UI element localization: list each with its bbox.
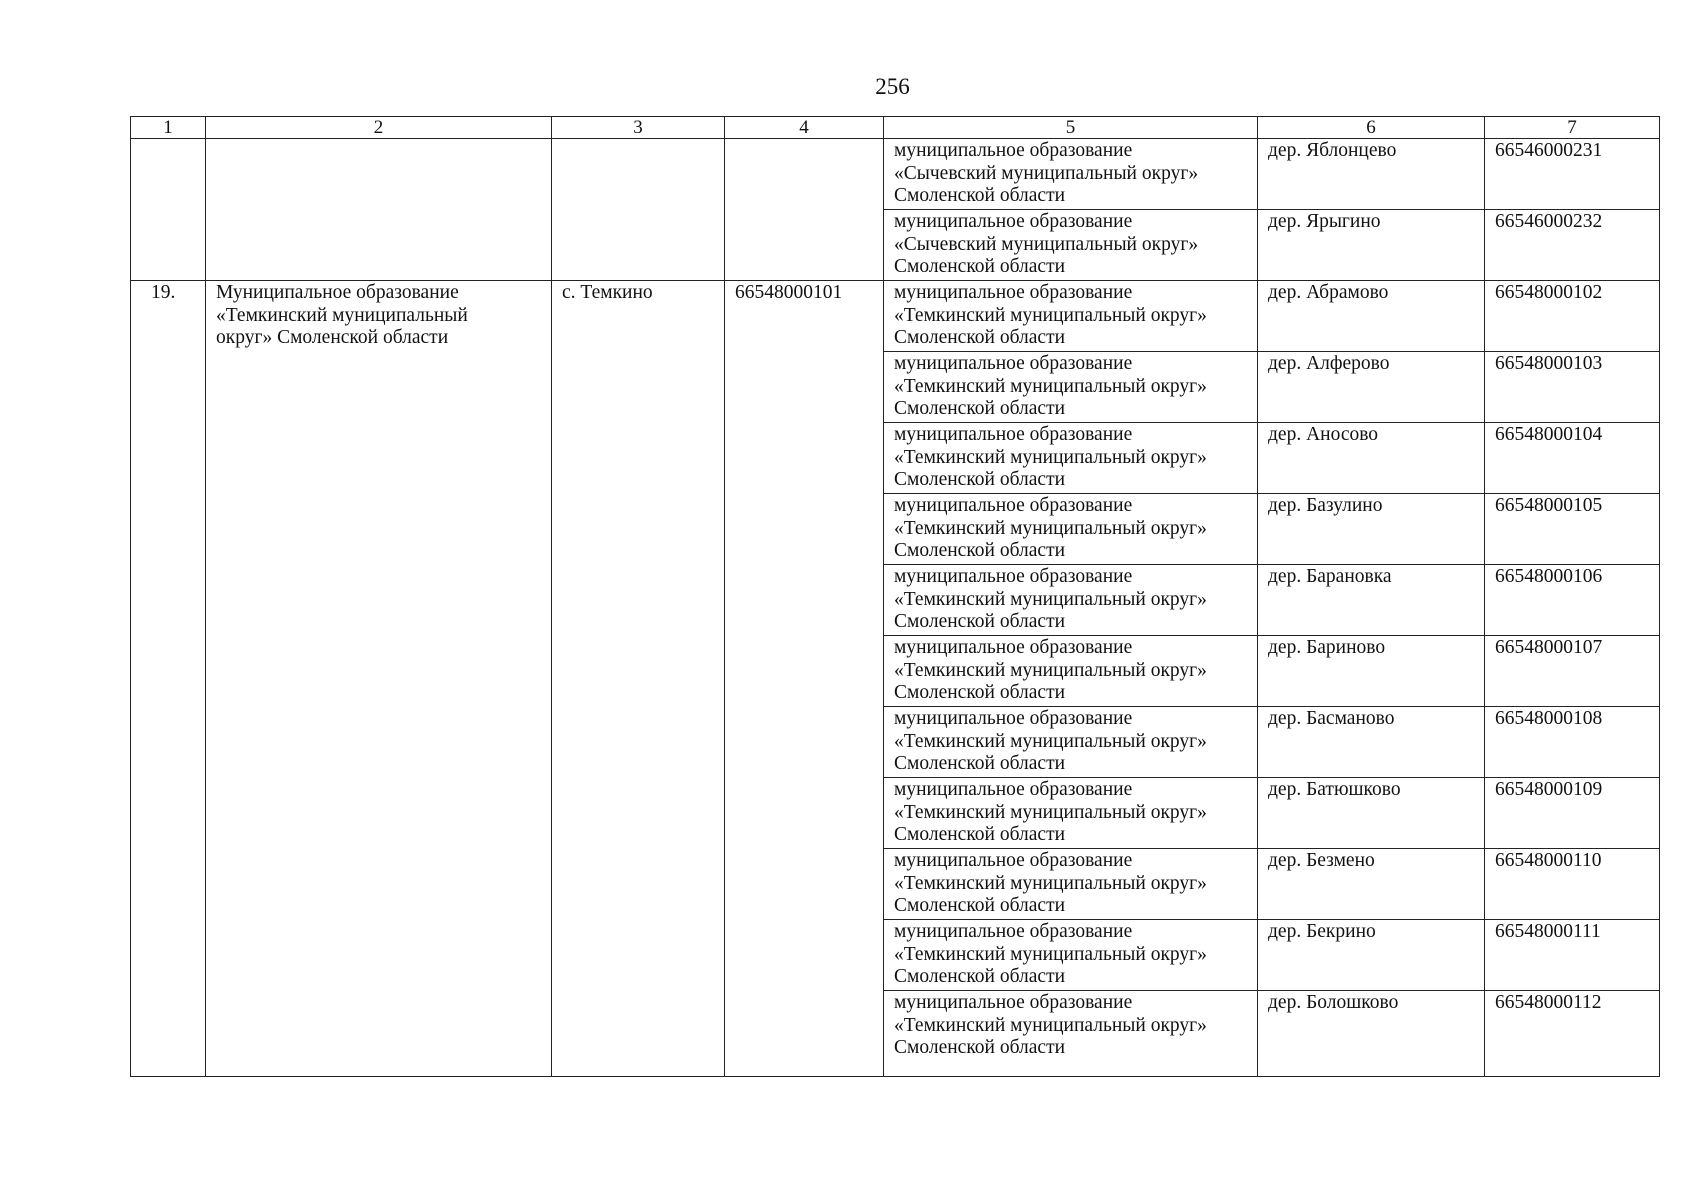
settlement-municipality-line: муниципальное образование <box>894 992 1133 1013</box>
settlement-name-cell <box>1258 565 1485 636</box>
center-name: с. Темкино <box>562 282 653 303</box>
settlement-code: 66548000104 <box>1495 424 1603 445</box>
settlement-municipality-line: «Темкинский муниципальный округ» <box>894 1014 1207 1036</box>
settlement-municipality-line: Смоленской области <box>894 185 1066 207</box>
settlement-municipality-line: «Сычевский муниципальный округ» <box>894 162 1199 184</box>
municipality-cell <box>206 139 552 281</box>
column-header: 7 <box>1485 117 1660 139</box>
settlement-code-cell <box>1485 139 1660 210</box>
settlement-name-cell <box>1258 920 1485 991</box>
settlement-municipality-line: муниципальное образование <box>894 566 1133 587</box>
settlement-name-cell <box>1258 423 1485 494</box>
settlement-municipality-cell <box>884 281 1258 352</box>
settlement-municipality-line: Смоленской области <box>894 682 1066 704</box>
column-header: 2 <box>206 117 552 139</box>
settlement-code-cell <box>1485 707 1660 778</box>
settlement-municipality-line: муниципальное образование <box>894 424 1133 445</box>
settlement-code: 66546000232 <box>1495 211 1603 232</box>
settlement-code-cell <box>1485 565 1660 636</box>
settlement-code-cell <box>1485 991 1660 1077</box>
settlement-code-cell <box>1485 778 1660 849</box>
settlement-name: дер. Барановка <box>1268 566 1392 587</box>
settlement-name-cell <box>1258 210 1485 281</box>
settlement-name: дер. Батюшково <box>1268 779 1401 800</box>
table-body <box>131 139 1660 1077</box>
settlement-code: 66548000106 <box>1495 566 1603 587</box>
center-code: 66548000101 <box>735 282 843 303</box>
column-number-row <box>131 117 1660 139</box>
settlement-municipality-line: муниципальное образование <box>894 140 1133 161</box>
settlement-municipality-line: «Темкинский муниципальный округ» <box>894 801 1207 823</box>
settlement-municipality-cell <box>884 423 1258 494</box>
table-row <box>131 139 1660 210</box>
settlement-municipality-cell <box>884 636 1258 707</box>
settlement-code: 66548000105 <box>1495 495 1603 516</box>
settlement-municipality-cell <box>884 991 1258 1077</box>
municipality-name-line: Муниципальное образование <box>216 282 459 303</box>
settlement-name: дер. Басманово <box>1268 708 1395 729</box>
settlement-name: дер. Болошково <box>1268 992 1399 1013</box>
settlement-municipality-line: Смоленской области <box>894 895 1066 917</box>
settlement-municipality-cell <box>884 778 1258 849</box>
settlement-code: 66548000109 <box>1495 779 1603 800</box>
settlement-municipality-cell <box>884 210 1258 281</box>
settlement-municipality-line: Смоленской области <box>894 1037 1066 1059</box>
settlement-name: дер. Базулино <box>1268 495 1383 516</box>
settlement-name: дер. Бариново <box>1268 637 1386 658</box>
settlement-name-cell <box>1258 778 1485 849</box>
row-number: 19. <box>151 282 176 303</box>
settlement-name: дер. Бекрино <box>1268 921 1376 942</box>
settlement-name: дер. Безмено <box>1268 850 1375 871</box>
page-number: 256 <box>875 74 910 99</box>
column-header: 3 <box>552 117 725 139</box>
settlement-name: дер. Аносово <box>1268 424 1379 445</box>
settlement-municipality-cell <box>884 707 1258 778</box>
settlement-name-cell <box>1258 636 1485 707</box>
settlement-code-cell <box>1485 352 1660 423</box>
settlement-name: дер. Алферово <box>1268 353 1390 374</box>
settlement-municipality-line: «Темкинский муниципальный округ» <box>894 730 1207 752</box>
settlement-code: 66546000231 <box>1495 140 1603 161</box>
settlement-code: 66548000111 <box>1495 921 1601 942</box>
settlement-code-cell <box>1485 920 1660 991</box>
number-cell <box>131 281 206 1077</box>
center-code-cell <box>725 281 884 1077</box>
settlement-municipality-line: муниципальное образование <box>894 637 1133 658</box>
settlement-code-cell <box>1485 849 1660 920</box>
column-header: 4 <box>725 117 884 139</box>
settlement-municipality-line: «Темкинский муниципальный округ» <box>894 446 1207 468</box>
settlement-municipality-line: Смоленской области <box>894 966 1066 988</box>
column-header: 1 <box>131 117 206 139</box>
center-cell <box>552 139 725 281</box>
settlement-code-cell <box>1485 281 1660 352</box>
center-code-cell <box>725 139 884 281</box>
column-header: 5 <box>884 117 1258 139</box>
settlement-municipality-line: муниципальное образование <box>894 779 1133 800</box>
settlement-name-cell <box>1258 139 1485 210</box>
settlement-code: 66548000103 <box>1495 353 1603 374</box>
settlement-code: 66548000102 <box>1495 282 1603 303</box>
settlement-municipality-cell <box>884 849 1258 920</box>
municipality-cell <box>206 281 552 1077</box>
settlement-name-cell <box>1258 991 1485 1077</box>
settlement-municipality-line: «Темкинский муниципальный округ» <box>894 943 1207 965</box>
settlement-municipality-line: муниципальное образование <box>894 282 1133 303</box>
settlement-code-cell <box>1485 210 1660 281</box>
settlement-municipality-line: муниципальное образование <box>894 495 1133 516</box>
settlement-municipality-cell <box>884 139 1258 210</box>
settlement-municipality-line: муниципальное образование <box>894 353 1133 374</box>
settlement-municipality-line: Смоленской области <box>894 398 1066 420</box>
settlement-municipality-line: «Темкинский муниципальный округ» <box>894 659 1207 681</box>
settlement-municipality-line: Смоленской области <box>894 824 1066 846</box>
settlement-municipality-line: «Темкинский муниципальный округ» <box>894 517 1207 539</box>
settlement-municipality-line: «Темкинский муниципальный округ» <box>894 588 1207 610</box>
settlement-municipality-cell <box>884 565 1258 636</box>
settlement-name-cell <box>1258 494 1485 565</box>
settlement-municipality-line: муниципальное образование <box>894 850 1133 871</box>
settlement-municipality-line: муниципальное образование <box>894 921 1133 942</box>
settlement-municipality-cell <box>884 352 1258 423</box>
settlement-municipality-line: Смоленской области <box>894 611 1066 633</box>
settlement-code-cell <box>1485 494 1660 565</box>
municipality-name-line: «Темкинский муниципальный <box>216 304 468 326</box>
settlement-code: 66548000107 <box>1495 637 1603 658</box>
settlement-name-cell <box>1258 281 1485 352</box>
registry-table <box>130 116 1660 1077</box>
column-header: 6 <box>1258 117 1485 139</box>
settlement-name: дер. Абрамово <box>1268 282 1389 303</box>
settlement-code: 66548000110 <box>1495 850 1602 871</box>
settlement-municipality-line: «Темкинский муниципальный округ» <box>894 375 1207 397</box>
settlement-municipality-line: «Темкинский муниципальный округ» <box>894 872 1207 894</box>
settlement-name-cell <box>1258 707 1485 778</box>
center-cell <box>552 281 725 1077</box>
settlement-municipality-line: Смоленской области <box>894 327 1066 349</box>
settlement-municipality-line: Смоленской области <box>894 469 1066 491</box>
settlement-municipality-line: Смоленской области <box>894 256 1066 278</box>
table-row <box>131 281 1660 352</box>
settlement-municipality-line: «Темкинский муниципальный округ» <box>894 304 1207 326</box>
settlement-name-cell <box>1258 352 1485 423</box>
settlement-municipality-cell <box>884 494 1258 565</box>
settlement-municipality-line: Смоленской области <box>894 753 1066 775</box>
settlement-municipality-cell <box>884 920 1258 991</box>
settlement-municipality-line: «Сычевский муниципальный округ» <box>894 233 1199 255</box>
municipality-name-line: округ» Смоленской области <box>216 327 449 349</box>
settlement-code-cell <box>1485 636 1660 707</box>
settlement-name: дер. Ярыгино <box>1268 211 1381 232</box>
settlement-code: 66548000112 <box>1495 992 1602 1013</box>
settlement-name: дер. Яблонцево <box>1268 140 1397 161</box>
settlement-municipality-line: муниципальное образование <box>894 708 1133 729</box>
settlement-municipality-line: Смоленской области <box>894 540 1066 562</box>
settlement-name-cell <box>1258 849 1485 920</box>
number-cell <box>131 139 206 281</box>
settlement-code-cell <box>1485 423 1660 494</box>
settlement-municipality-line: муниципальное образование <box>894 211 1133 232</box>
settlement-code: 66548000108 <box>1495 708 1603 729</box>
